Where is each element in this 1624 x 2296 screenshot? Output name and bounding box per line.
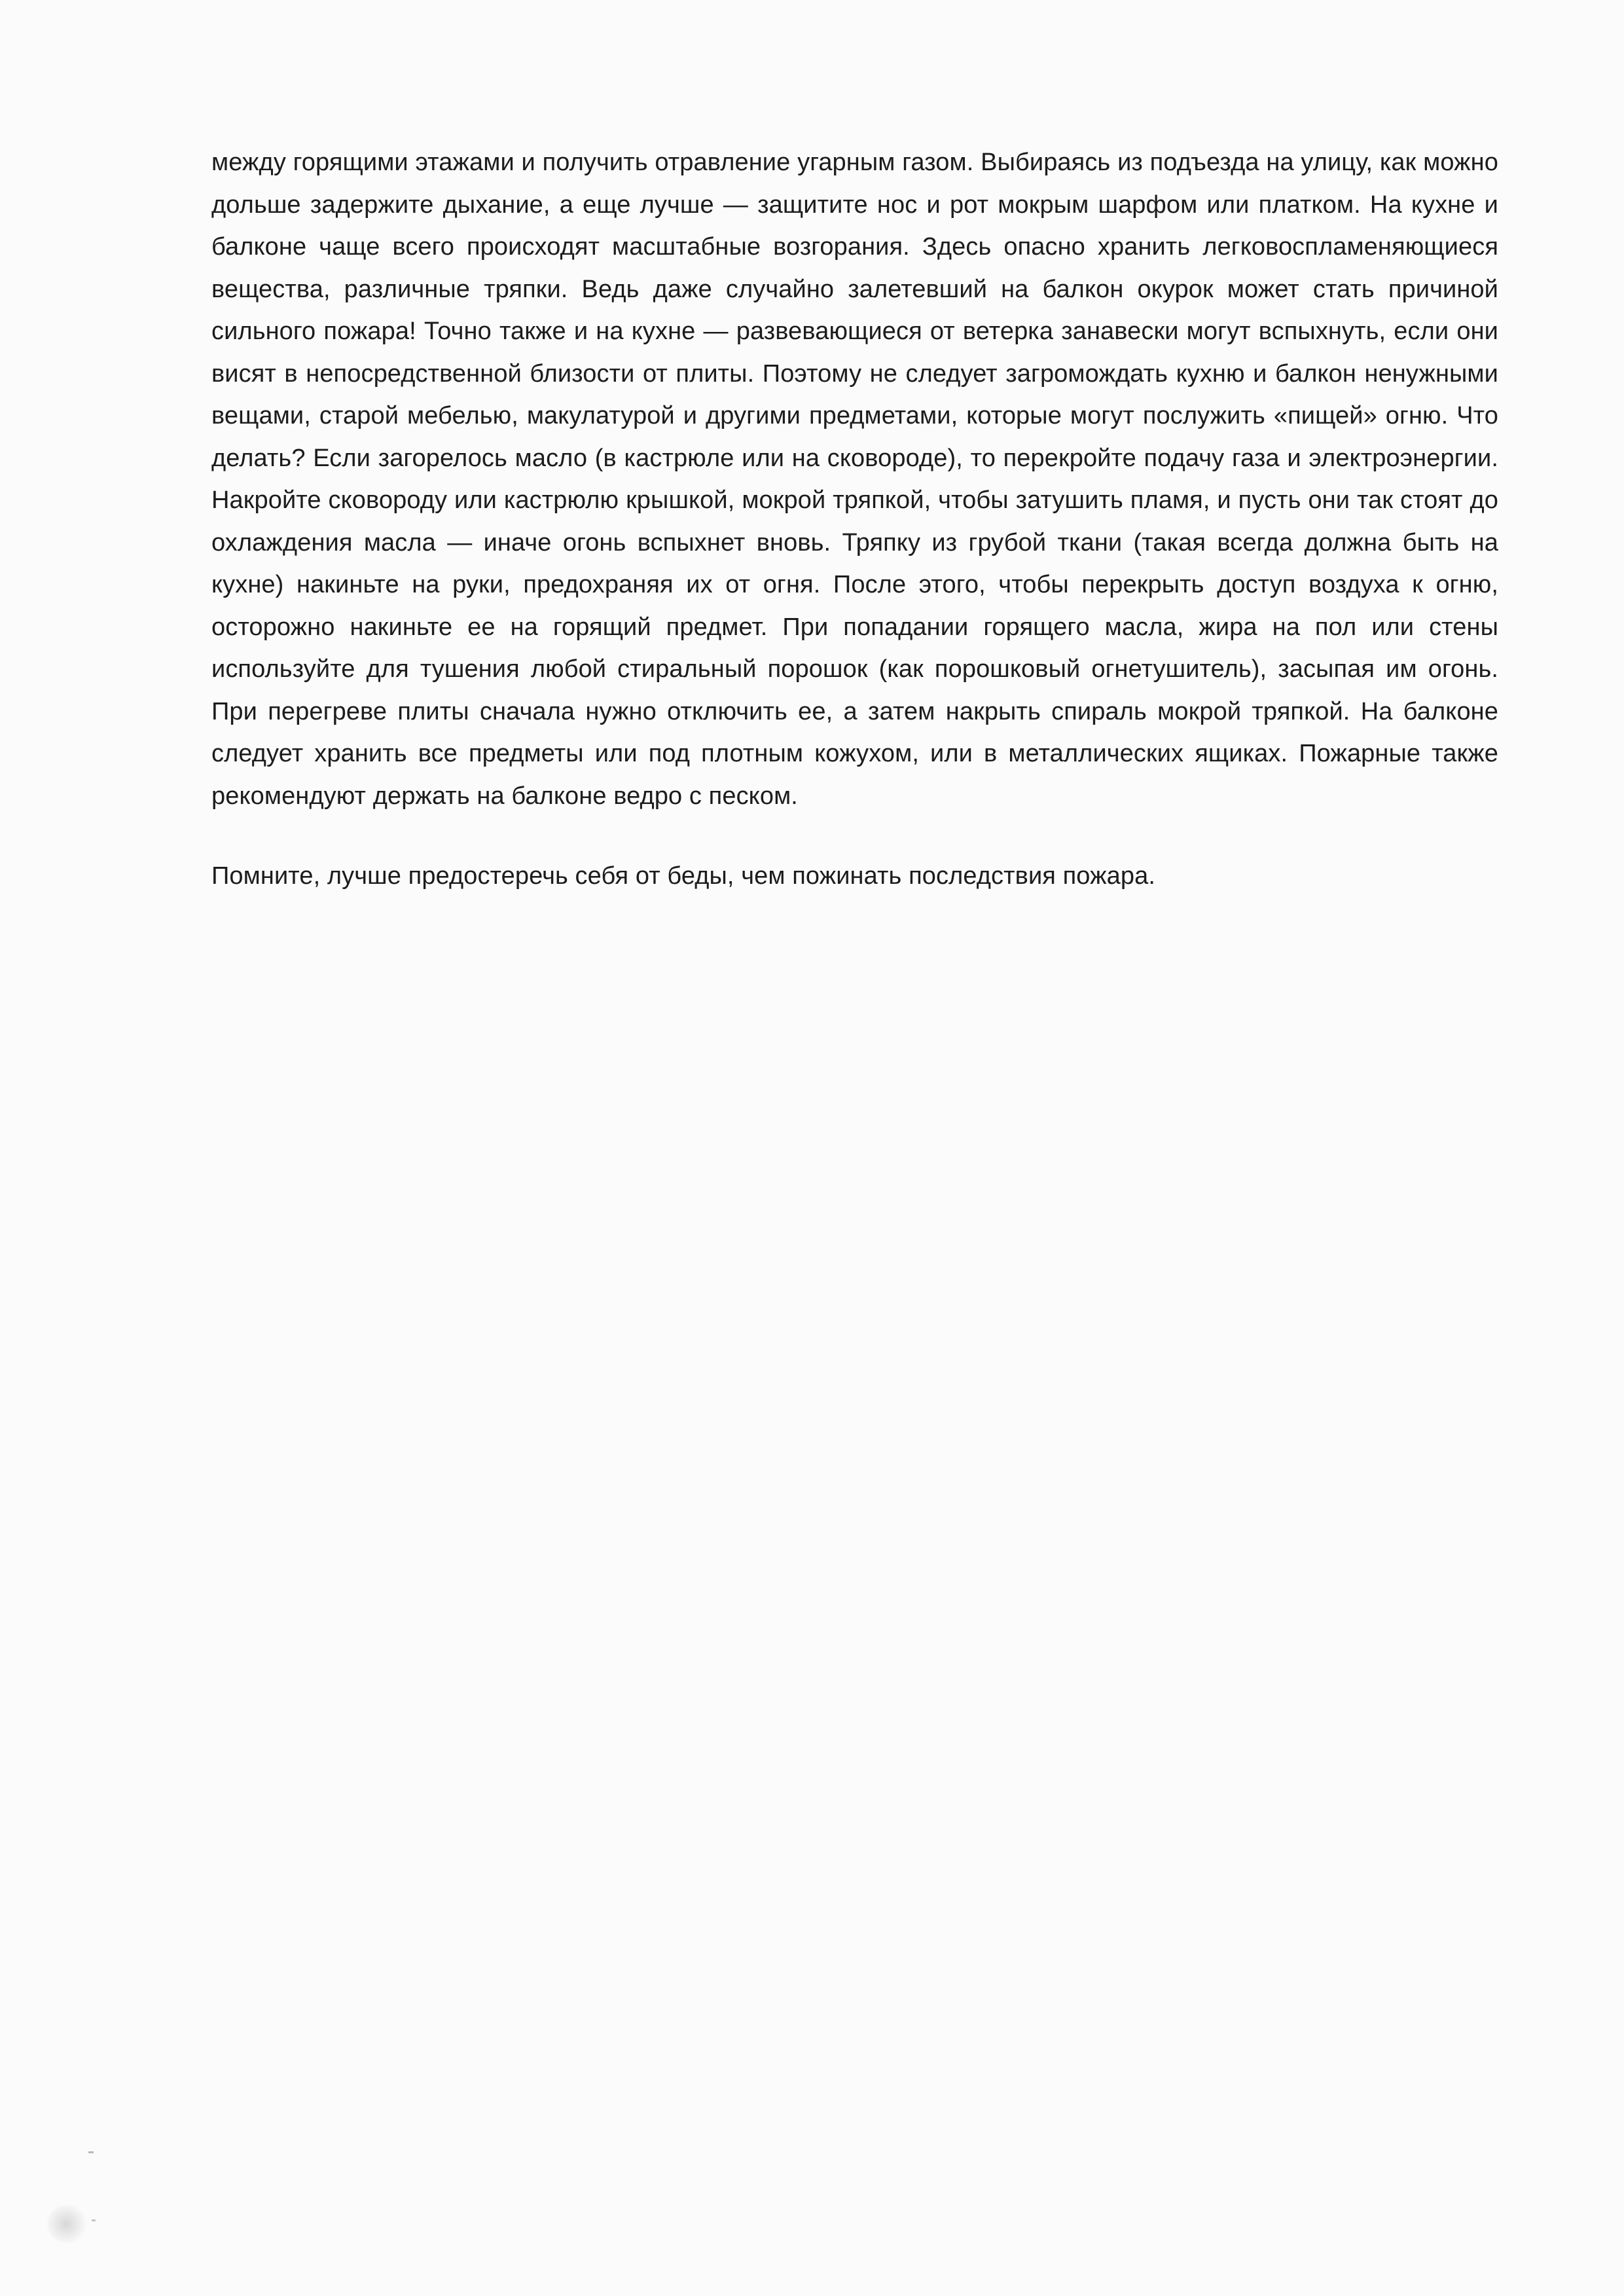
scan-speck <box>88 2151 94 2153</box>
closing-line: Помните, лучше предостеречь себя от беды, чем пожинать последствия пожара. <box>211 862 1155 890</box>
scan-speck <box>92 2219 96 2221</box>
document-text <box>211 141 1498 898</box>
scan-smudge <box>47 2205 89 2243</box>
body-paragraph: между горящими этажами и получить отравление угарным газом. Выбираясь из подъезда на улицу, как можно дольше задержите дыхание, а еще лучше — защитите нос и рот мокрым шарфом или платком. На кухне и балконе чаще всего происходят масштабные возгорания. Здесь опасно хранить легковоспламеняющиеся вещества, различные тряпки. Ведь даже случайно залетевший на балкон окурок может стать причиной сильного пожара! Точно также и на кухне — развевающиеся от ветерка занавески могут вспыхнуть, если они висят в непосредственной близости от плиты. Поэтому не следует загромождать кухню и балкон ненужными вещами, старой мебелью, макулатурой и другими предметами, которые могут послужить «пищей» огню. Что делать? Если загорелось масло (в кастрюле или на сковороде), то перекройте подачу газа и электроэнергии. Накройте сковороду или кастрюлю крышкой, мокрой тряпкой, чтобы затушить пламя, и пусть они так стоят до охлаждения масла — иначе огонь вспыхнет вновь. Тряпку из грубой ткани (такая всегда должна быть на кухне) накиньте на руки, предохраняя их от огня. После этого, чтобы перекрыть доступ воздуха к огню, осторожно накиньте ее на горящий предмет. При попадании горящего масла, жира на пол или стены используйте для тушения любой стиральный порошок (как порошковый огнетушитель), засыпая им огонь. При перегреве плиты сначала нужно отключить ее, а затем накрыть спираль мокрой тряпкой. На балконе следует хранить все предметы или под плотным кожухом, или в металлических ящиках. Пожарные также рекомендуют держать на балконе ведро с песком. <box>211 149 1498 810</box>
